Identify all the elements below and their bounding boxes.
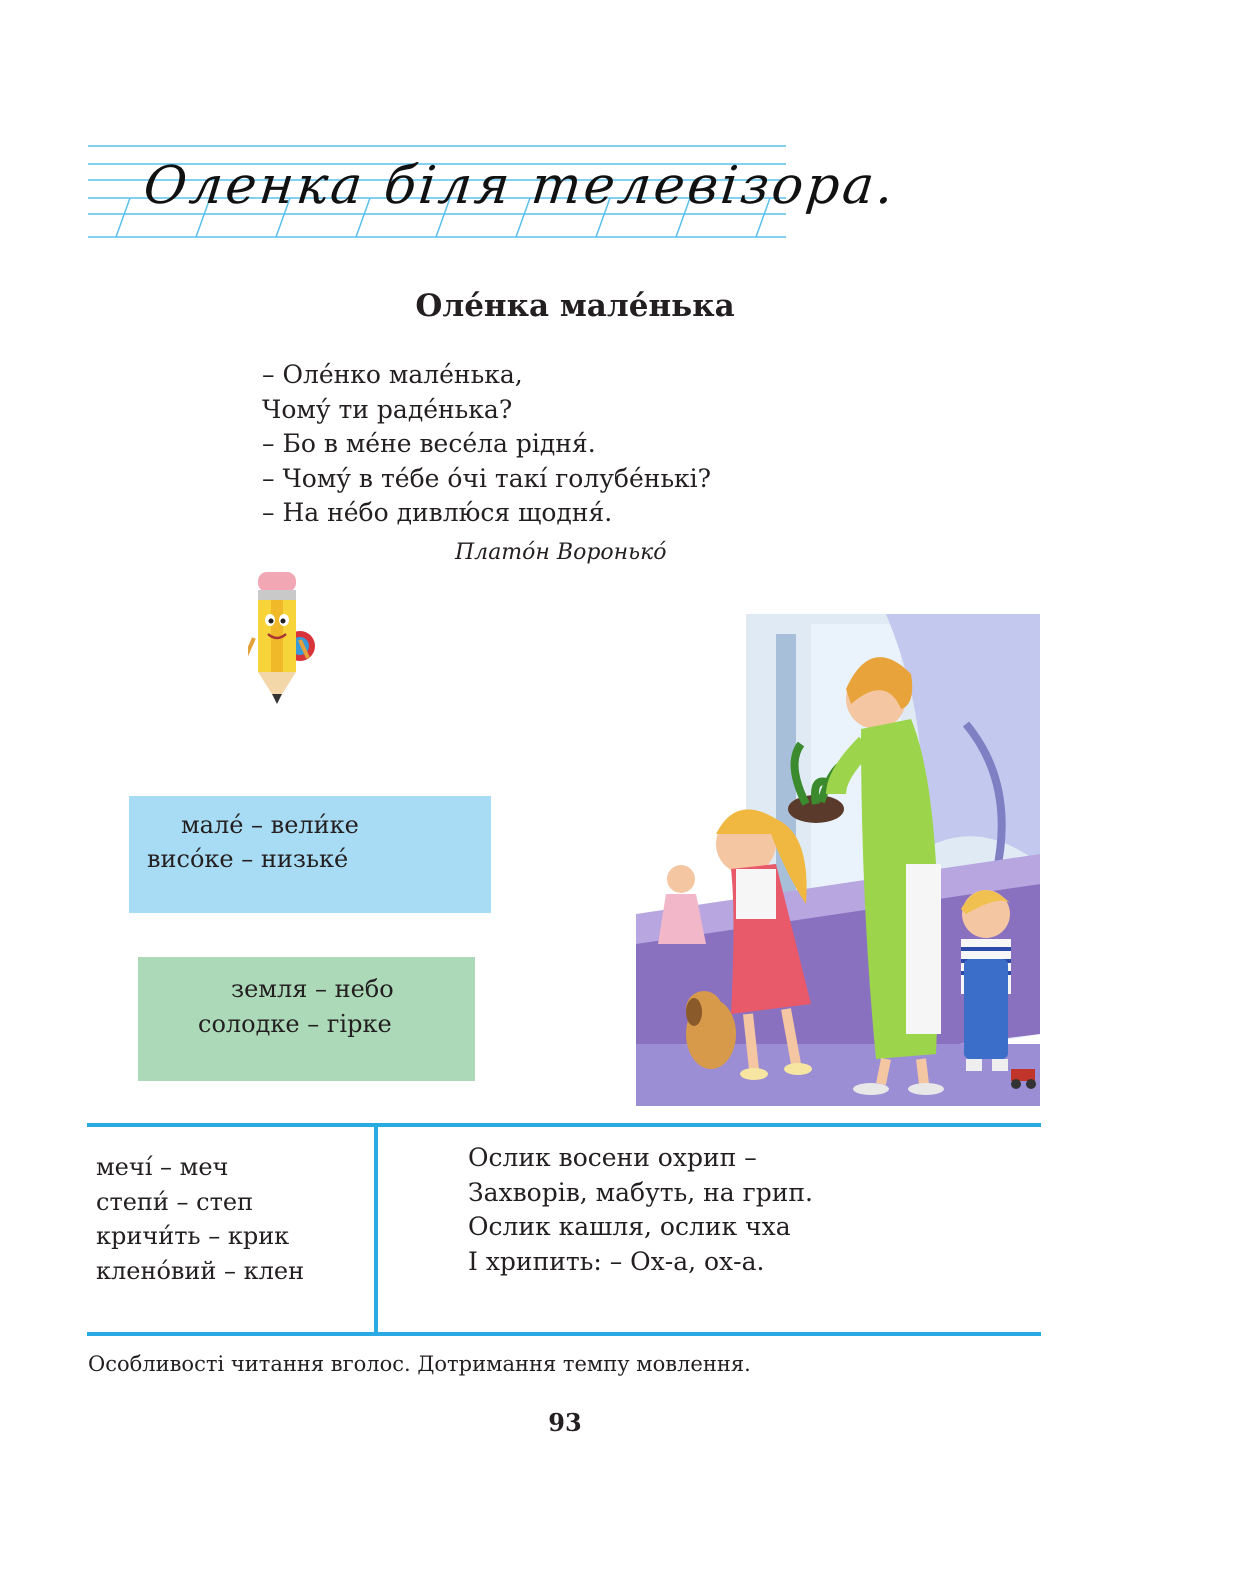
page-number: 93 <box>548 1408 582 1437</box>
stress-pairs-list <box>96 1150 304 1288</box>
poem-line: – Чому́ в те́бе о́чі такі́ голубе́нькі? <box>262 463 712 493</box>
pencil-mascot-icon <box>248 566 318 708</box>
poem-line: – На не́бо дивлю́ся щодня́. <box>262 498 613 527</box>
poem-line: – Оле́нко мале́нька, <box>262 360 523 389</box>
poem-author: Плато́н Воронько́ <box>455 540 667 565</box>
cursive-title: Оленка біля телевізора. <box>140 156 900 216</box>
rhyme-line: І хрипить: – Ох-а, ох-а. <box>468 1246 765 1276</box>
antonym-pair: земля – небо <box>231 975 394 1003</box>
stress-pair: мечі́ – меч <box>96 1153 229 1181</box>
antonym-pair: мале́ – вели́ке <box>181 811 359 839</box>
window-family-illustration <box>636 614 1040 1106</box>
poem-line: – Бо в ме́не весе́ла рідня́. <box>262 429 596 458</box>
stress-pair: клено́вий – клен <box>96 1256 305 1285</box>
antonyms-green-box <box>138 957 475 1081</box>
antonyms-blue-box <box>129 796 491 913</box>
divider-bottom <box>87 1332 1041 1336</box>
tongue-twister <box>468 1141 813 1279</box>
stress-pair: кричи́ть – крик <box>96 1222 290 1250</box>
poem-title: Оле́нка мале́нька <box>415 288 735 324</box>
rhyme-line: Захворів, мабуть, на грип. <box>468 1177 814 1207</box>
poem-text <box>262 358 711 531</box>
antonym-pair: солодке – гірке <box>198 1010 392 1038</box>
divider-top <box>87 1123 1041 1127</box>
poem-line: Чому́ ти раде́нька? <box>262 394 513 424</box>
copybook-header <box>88 142 900 242</box>
footer-note: Особливості читання вголос. Дотримання темпу мовлення. <box>88 1352 751 1376</box>
stress-pair: степи́ – степ <box>96 1187 254 1216</box>
rhyme-line: Ослик восени охрип – <box>468 1143 757 1172</box>
antonym-pair: висо́ке – низьке́ <box>147 845 349 873</box>
divider-vertical <box>374 1126 378 1334</box>
rhyme-line: Ослик кашля, ослик чха <box>468 1212 791 1241</box>
